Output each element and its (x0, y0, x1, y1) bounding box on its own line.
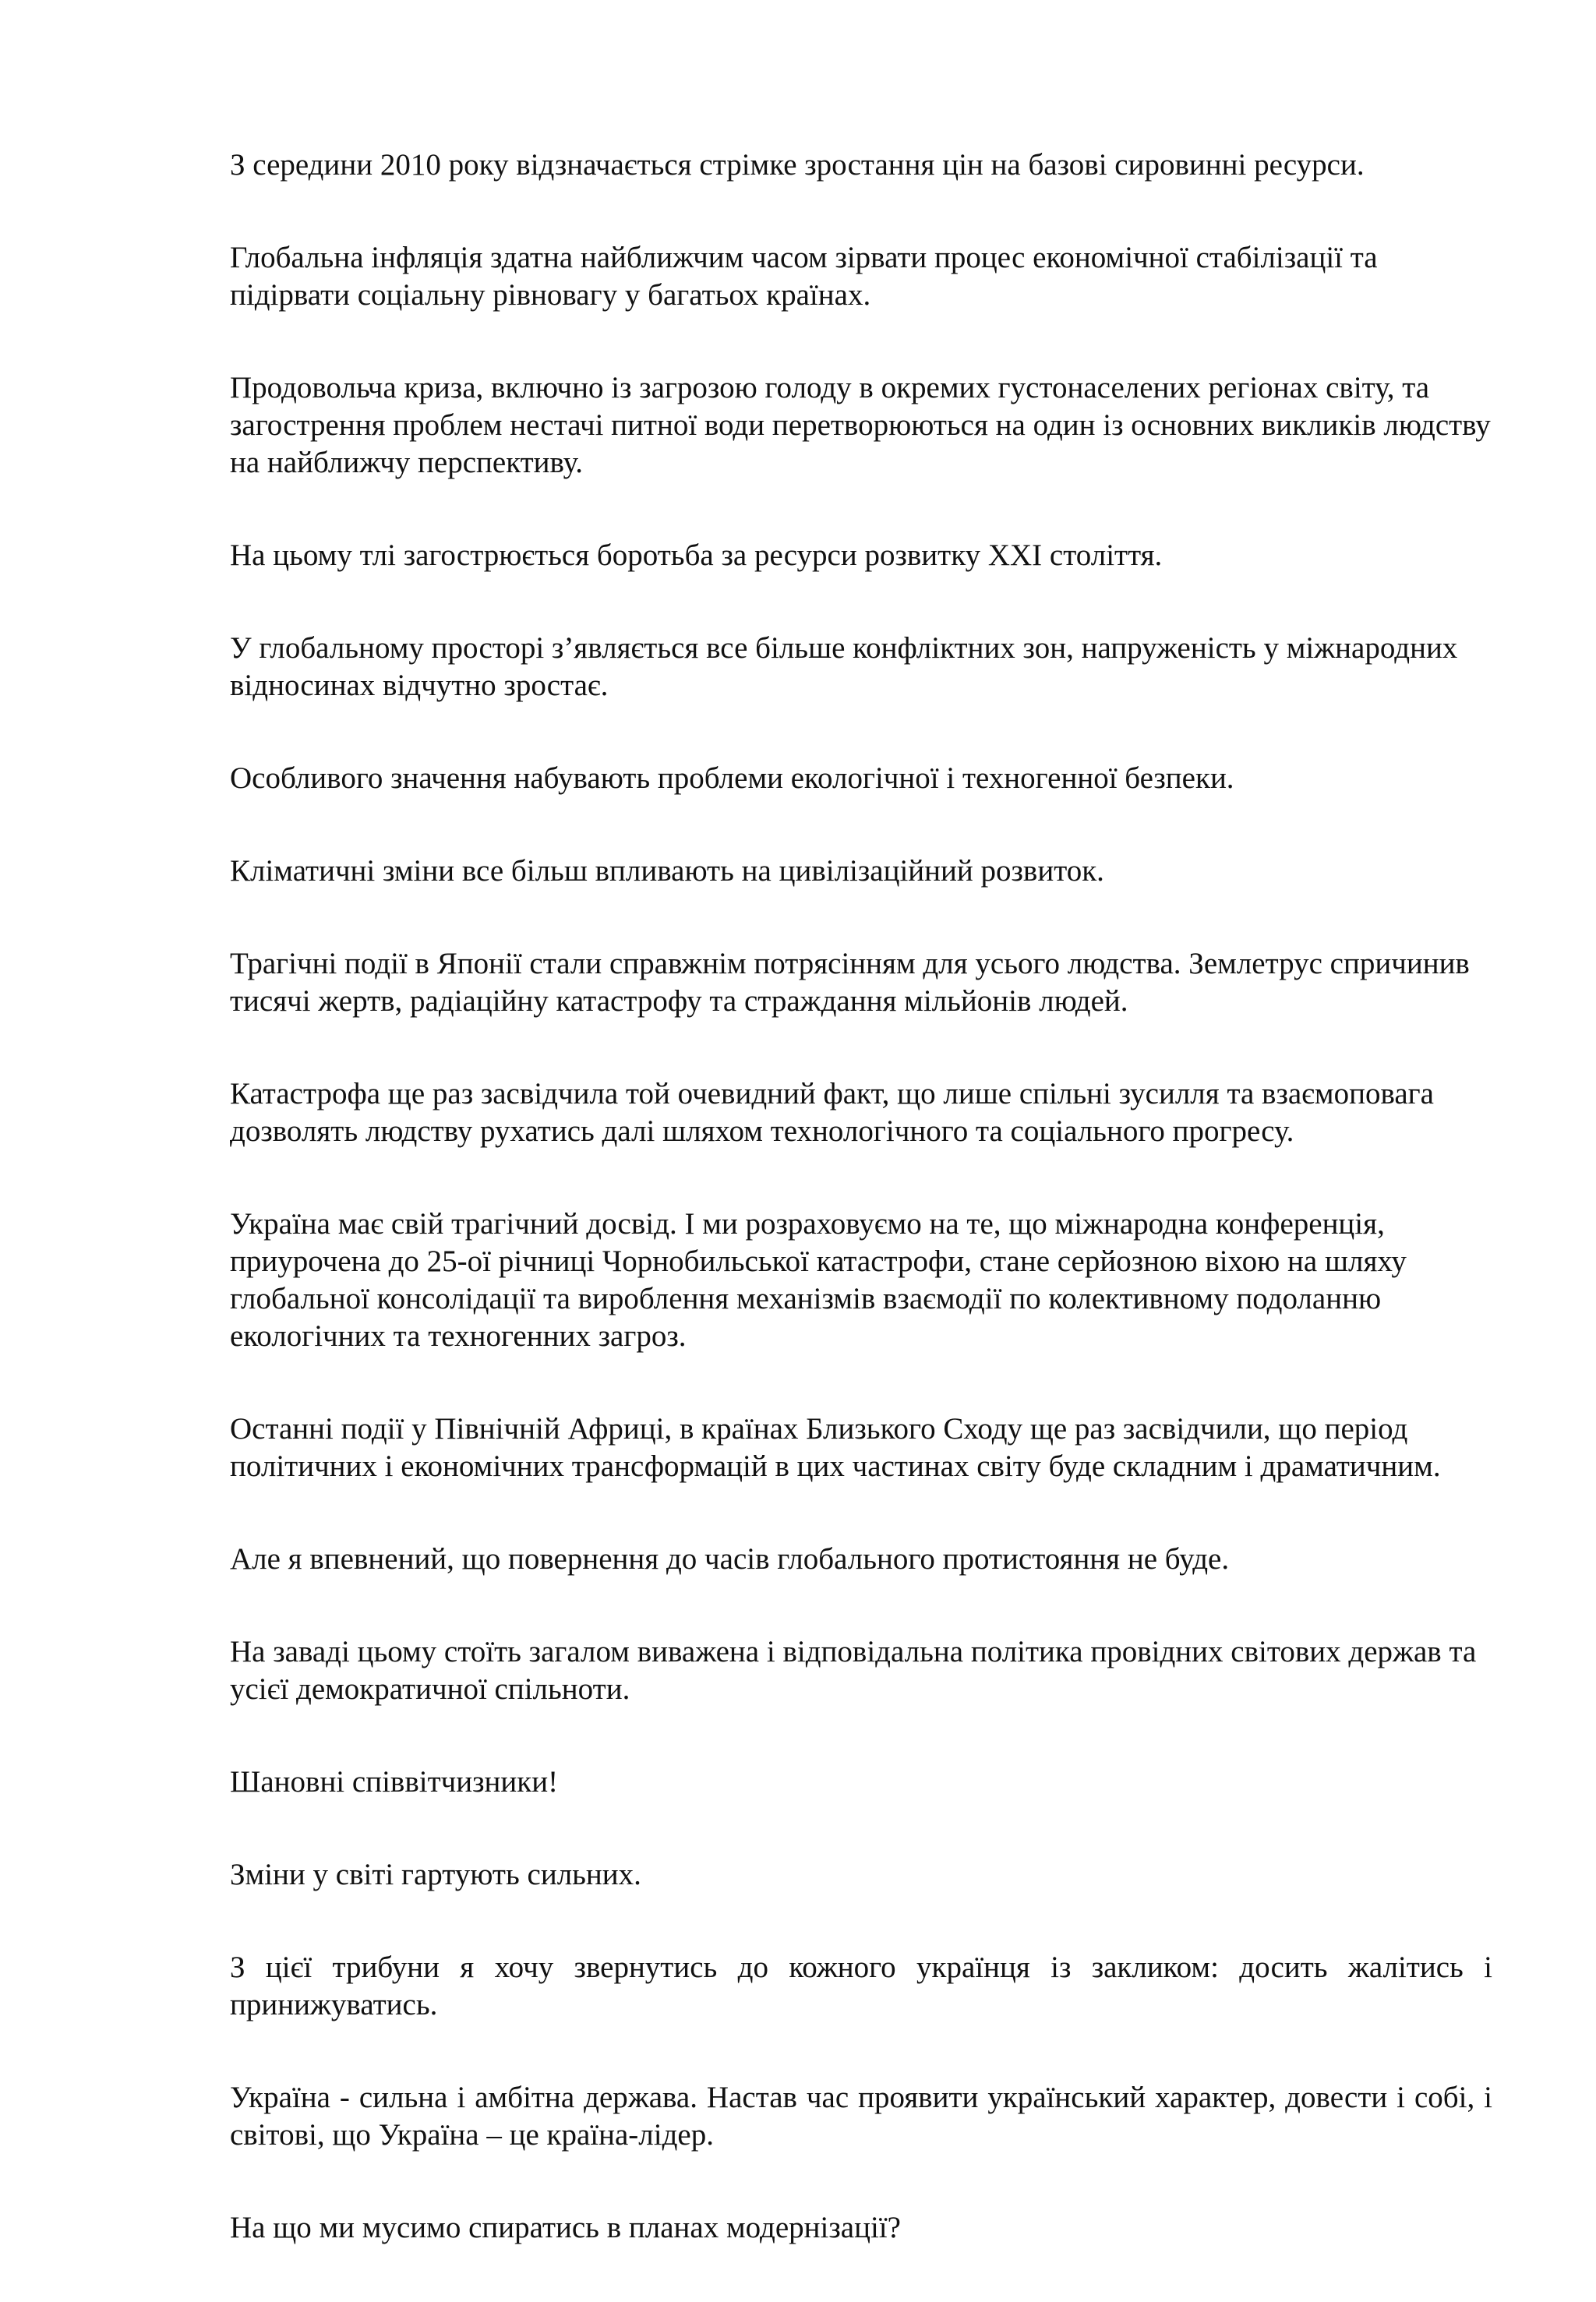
paragraph-18: На що ми мусимо спиратись в планах модернізації? (230, 2211, 901, 2244)
paragraph-5: У глобальному просторі з’являється все більше конфліктних зон, напруженість у міжнародних відносинах відчутно зростає. (230, 631, 1458, 702)
paragraph-8: Трагічні події в Японії стали справжнім потрясінням для усього людства. Землетрус спричинив тисячі жертв, радіаційну катастрофу та страждання мільйонів людей. (230, 947, 1470, 1018)
paragraph-7: Кліматичні зміни все більш впливають на цивілізаційний розвиток. (230, 854, 1104, 888)
paragraph-16: З цієї трибуни я хочу звернутись до кожного українця із закликом: досить жалітись і принижуватись. (230, 1951, 1492, 2021)
paragraph-13: На заваді цьому стоїть загалом виважена і відповідальна політика провідних світових держав та усієї демократичної спільноти. (230, 1635, 1477, 1706)
paragraph-12: Але я впевнений, що повернення до часів глобального протистояння не буде. (230, 1542, 1230, 1576)
paragraph-17: Україна - сильна і амбітна держава. Настав час проявити український характер, довести і собі, і світові, що Україна – це країна-лідер. (230, 2081, 1492, 2152)
paragraph-10: Україна має свій трагічний досвід. І ми розраховуємо на те, що міжнародна конференція, приурочена до 25-ої річниці Чорнобильської катастрофи, стане серйозною віхою на шляху глобальної консолідації та вироблення механізмів взаємодії по колективному подоланню екологічних та техногенних загроз. (230, 1207, 1407, 1353)
paragraph-15: Зміни у світі гартують сильних. (230, 1858, 641, 1891)
paragraph-1: З середини 2010 року відзначається стрімке зростання цін на базові сировинні ресурси. (230, 148, 1365, 182)
paragraph-3: Продовольча криза, включно із загрозою голоду в окремих густонаселених регіонах світу, та загострення проблем нестачі питної води перетворюються на один із основних викликів людству на найближчу перспективу. (230, 371, 1491, 479)
paragraph-14: Шановні співвітчизники! (230, 1765, 559, 1799)
paragraph-11: Останні події у Північній Африці, в країнах Близького Сходу ще раз засвідчили, що період політичних і економічних трансформацій в цих частинах світу буде складним і драматичним. (230, 1412, 1441, 1483)
paragraph-2: Глобальна інфляція здатна найближчим часом зірвати процес економічної стабілізації та підірвати соціальну рівновагу у багатьох країнах. (230, 241, 1378, 312)
document-body (230, 147, 1492, 2302)
paragraph-9: Катастрофа ще раз засвідчила той очевидний факт, що лише спільні зусилля та взаємоповага дозволять людству рухатись далі шляхом технологічного та соціального прогресу. (230, 1077, 1434, 1148)
paragraph-4: На цьому тлі загострюється боротьба за ресурси розвитку ХХІ століття. (230, 538, 1163, 572)
paragraph-6: Особливого значення набувають проблеми екологічної і техногенної безпеки. (230, 761, 1234, 795)
